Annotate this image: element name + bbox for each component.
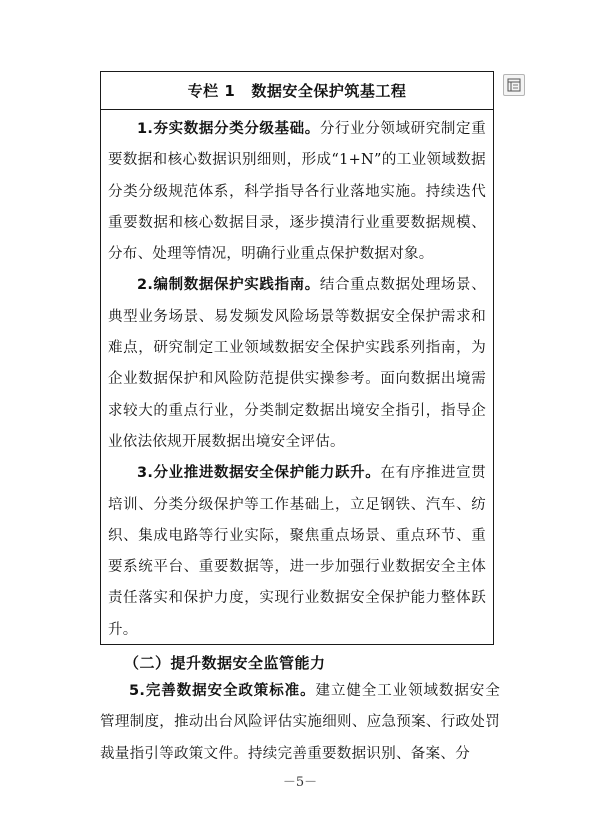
feature-item — [108, 458, 486, 646]
feature-item — [108, 270, 486, 458]
feature-box-body — [101, 110, 493, 646]
page-layout-icon[interactable] — [503, 74, 525, 96]
page-number: －5－ — [282, 775, 318, 790]
page-layout-glyph — [507, 78, 521, 92]
feature-box-title — [101, 72, 493, 110]
body-paragraph — [100, 676, 500, 770]
feature-box-title-text: 数据安全保护筑基工程 — [251, 82, 407, 100]
body-paragraph-lead: 5.完善数据安全政策标准。 — [129, 683, 316, 699]
feature-item-lead: 2.编制数据保护实践指南。 — [137, 277, 320, 294]
body-paragraph-text: 建立健全工业领域数据安全管理制度，推动出台风险评估实施细则、应急预案、行政处罚裁量指引等政策文件。持续完善重要数据识别、备案、分 — [100, 683, 500, 762]
feature-item-lead: 1.夯实数据分类分级基础。 — [137, 121, 320, 137]
feature-item-text: 在有序推进宣贯培训、分类分级保护等工作基础上，立足钢铁、汽车、纺织、集成电路等行业实际，聚焦重点场景、重点环节、重要系统平台、重要数据等，进一步加强行业数据安全主体责任落实和保护力度，实现行业数据安全保护能力整体跃升。 — [108, 465, 486, 638]
feature-item-text: 结合重点数据处理场景、典型业务场景、易发频发风险场景等数据安全保护需求和难点，研究制定工业领域数据安全保护实践系列指南，为企业数据保护和风险防范提供实操参考。面向数据出境需求较大的重点行业，分类制定数据出境安全指引，指导企业依法依规开展数据出境安全评估。 — [108, 277, 486, 450]
feature-box — [100, 71, 494, 645]
feature-box-label: 专栏 1 — [187, 82, 236, 100]
feature-item-text: 分行业分领域研究制定重要数据和核心数据识别细则，形成“1+N”的工业领域数据分类分级规范体系，科学指导各行业落地实施。持续迭代重要数据和核心数据目录，逐步摸清行业重要数据规模、分布、处理等情况，明确行业重点保护数据对象。 — [108, 121, 486, 263]
section-heading: （二）提升数据安全监管能力 — [124, 654, 326, 672]
feature-item-lead: 3.分业推进数据安全保护能力跃升。 — [137, 465, 381, 482]
feature-item — [108, 114, 486, 270]
